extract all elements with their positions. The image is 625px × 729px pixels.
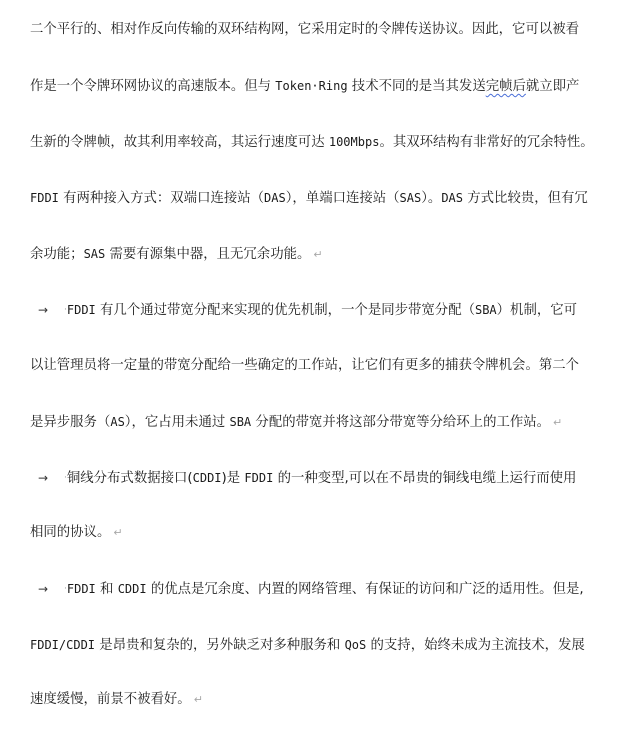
text-term: FDDI (30, 191, 59, 205)
text: 。其双环结构有非常好的冗余特性。 (379, 135, 594, 150)
text: 有几个通过带宽分配来实现的优先机制，一个是同步带宽分配（ (95, 303, 475, 318)
text-term: Token·Ring (275, 79, 348, 93)
text: ），单端口连接站（ (285, 191, 400, 206)
text: 就立即产 (525, 79, 580, 94)
text-term: SAS (399, 191, 422, 205)
text: 是异步服务（ (30, 415, 111, 430)
text-term: AS (110, 415, 125, 429)
text-term: FDDI/CDDI (30, 638, 96, 652)
text: 是昂贵和复杂的，另外缺乏对多种服务和 (95, 638, 345, 653)
spellcheck-underlined-text: 完帧后 (485, 79, 526, 94)
text: 和 (95, 582, 118, 597)
text-term: DAS (441, 191, 464, 205)
text: 以让管理员将一定量的带宽分配给一些确定的工作站，让它们有更多的捕获令牌机会。第二个 (30, 358, 580, 373)
text: 二个平行的、相对作反向传输的双环结构网，它采用定时的令牌传送协议。因此，它可以被看 (30, 22, 580, 37)
paragraph-2-line-1 (30, 187, 588, 209)
paragraph-5-line-1 (38, 578, 584, 600)
space-dot-icon: · (64, 473, 67, 483)
text-term: SBA (474, 303, 497, 317)
text: 需要有源集中器，且无冗余功能。 (105, 247, 311, 262)
text-term: CDDI (192, 471, 222, 485)
text: 分配的带宽并将这部分带宽等分给环上的工作站。 (251, 415, 551, 430)
paragraph-1-line-1 (30, 19, 579, 41)
text-term: 100Mbps (328, 135, 380, 149)
bullet-arrow-icon: → (38, 582, 49, 596)
text: 相同的协议。 (30, 525, 111, 540)
text-term: CDDI (117, 582, 147, 596)
bullet-arrow-icon: → (38, 303, 49, 317)
paragraph-mark-icon: ↵ (193, 693, 203, 706)
bullet-arrow-icon: → (38, 471, 49, 485)
text-term: FDDI (66, 582, 96, 596)
paragraph-4-line-2 (30, 522, 123, 544)
space-dot-icon: · (64, 584, 67, 594)
text-term: DAS (264, 191, 286, 205)
paragraph-3-line-3 (30, 411, 562, 433)
text: 作是一个令牌环网协议的高速版本。但与 (30, 79, 276, 94)
text: 的一种变型,可以在不昂贵的铜线电缆上运行而使用 (273, 471, 577, 486)
paragraph-3-line-1 (38, 299, 577, 321)
paragraph-4-line-1 (38, 467, 576, 489)
paragraph-5-line-2 (30, 634, 585, 656)
text: 余功能； (30, 247, 84, 262)
text: ），它占用未通过 (124, 415, 230, 430)
space-dot-icon: · (64, 305, 67, 315)
text: ）。 (421, 191, 442, 206)
paragraph-mark-icon: ↵ (113, 526, 123, 539)
text: 生新的令牌帧，故其利用率较高，其运行速度可达 (30, 135, 329, 150)
text: 铜线分布式数据接口( (66, 471, 193, 486)
text-term: QoS (344, 638, 367, 652)
paragraph-1-line-2 (30, 75, 579, 97)
paragraph-5-line-3 (30, 689, 203, 711)
paragraph-mark-icon: ↵ (313, 248, 323, 261)
text: ）机制，它可 (496, 303, 578, 318)
text: 的优点是冗余度、内置的网络管理、有保证的访问和广泛的适用性。但是, (146, 582, 584, 597)
paragraph-1-line-3 (30, 131, 594, 153)
text: 方式比较贵，但有冗 (463, 191, 588, 206)
paragraph-2-line-2 (30, 243, 323, 265)
text: )是 (221, 471, 245, 486)
text: 技术不同的是当其发送 (347, 79, 486, 94)
text-term: FDDI (244, 471, 274, 485)
paragraph-3-line-2 (30, 355, 579, 377)
text-term: SBA (229, 415, 252, 429)
text-term: FDDI (66, 303, 96, 317)
text-term: SAS (83, 247, 106, 261)
paragraph-mark-icon: ↵ (553, 416, 563, 429)
text: 的支持，始终未成为主流技术，发展 (366, 638, 585, 653)
text: 速度缓慢，前景不被看好。 (30, 692, 191, 707)
text: 有两种接入方式：双端口连接站（ (58, 191, 265, 206)
